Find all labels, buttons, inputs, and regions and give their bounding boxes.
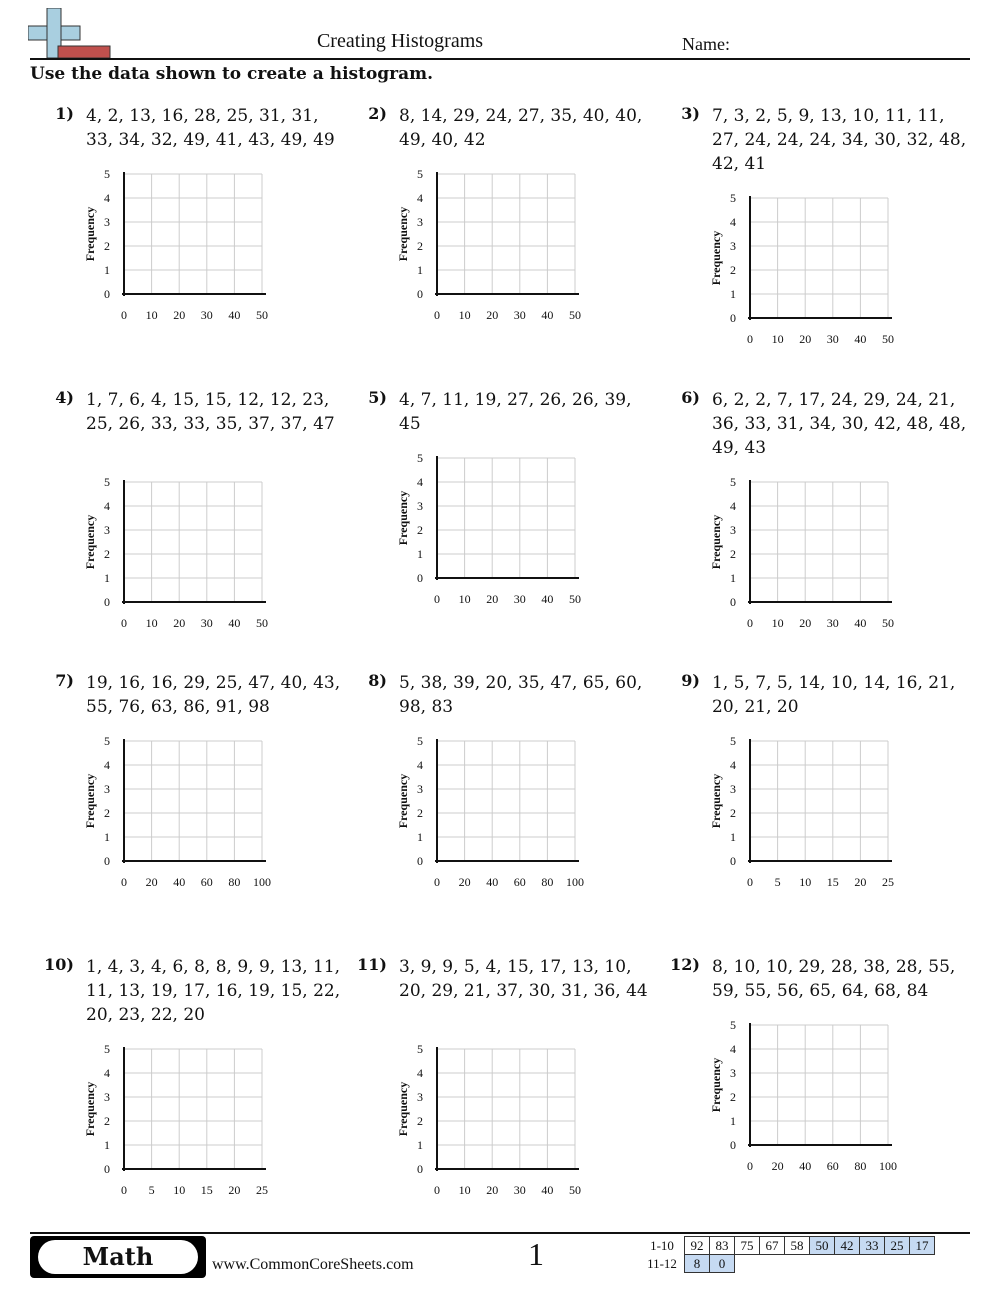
problem-number: 2) [368, 104, 387, 123]
y-tick-label: 0 [730, 854, 736, 868]
problem-data: 19, 16, 16, 29, 25, 47, 40, 43, 55, 76, 63, 86, 91, 98 [86, 673, 341, 717]
x-tick-label: 0 [434, 1183, 440, 1197]
instructions: Use the data shown to create a histogram. [30, 64, 434, 84]
problem-data: 8, 10, 10, 29, 28, 38, 28, 55, 59, 55, 56, 65, 64, 68, 84 [712, 957, 956, 1001]
y-axis-label: Frequency [709, 514, 723, 570]
score-key-cell: 25 [885, 1237, 910, 1255]
x-tick-label: 40 [541, 308, 554, 322]
x-tick-label: 20 [173, 308, 186, 322]
x-tick-label: 40 [854, 332, 867, 346]
x-tick-label: 0 [747, 1159, 753, 1173]
score-key [640, 1236, 935, 1273]
x-tick-label: 25 [882, 875, 894, 889]
y-axis-label: Frequency [396, 1081, 410, 1137]
y-tick-label: 3 [730, 239, 736, 253]
histogram-grid[interactable] [355, 450, 655, 615]
problem-number: 10) [44, 955, 74, 974]
x-tick-label: 10 [173, 1183, 186, 1197]
y-tick-label: 2 [730, 263, 736, 277]
y-tick-label: 3 [417, 499, 423, 513]
histogram-grid[interactable] [42, 733, 342, 898]
x-tick-label: 20 [799, 616, 812, 630]
x-tick-label: 50 [882, 616, 894, 630]
histogram-grid[interactable] [355, 166, 655, 331]
x-tick-label: 0 [434, 592, 440, 606]
y-tick-label: 0 [417, 571, 423, 585]
y-tick-label: 3 [417, 782, 423, 796]
y-tick-label: 0 [104, 854, 110, 868]
x-tick-label: 80 [541, 875, 554, 889]
y-tick-label: 1 [730, 287, 736, 301]
x-tick-label: 80 [228, 875, 241, 889]
x-tick-label: 0 [121, 1183, 127, 1197]
x-tick-label: 40 [228, 616, 241, 630]
x-tick-label: 10 [458, 1183, 471, 1197]
problem-data: 5, 38, 39, 20, 35, 47, 65, 60, 98, 83 [399, 673, 643, 717]
problem-number: 11) [357, 955, 387, 974]
y-tick-label: 4 [417, 1066, 423, 1080]
y-tick-label: 1 [417, 547, 423, 561]
y-tick-label: 1 [730, 830, 736, 844]
x-tick-label: 30 [513, 308, 526, 322]
problem-number: 12) [670, 955, 700, 974]
x-tick-label: 80 [854, 1159, 867, 1173]
x-tick-label: 30 [826, 332, 839, 346]
x-tick-label: 50 [256, 616, 268, 630]
x-tick-label: 20 [173, 616, 186, 630]
y-axis-label: Frequency [396, 773, 410, 829]
y-tick-label: 2 [104, 1114, 110, 1128]
x-tick-label: 20 [486, 1183, 499, 1197]
y-tick-label: 4 [730, 1042, 736, 1056]
x-tick-label: 5 [774, 875, 781, 889]
y-tick-label: 5 [104, 734, 110, 748]
problem-number: 5) [368, 388, 387, 407]
x-tick-label: 15 [826, 875, 839, 889]
problem-data: 8, 14, 29, 24, 27, 35, 40, 40, 49, 40, 42 [399, 106, 643, 150]
score-key-cell: 67 [760, 1237, 785, 1255]
problem-number: 6) [681, 388, 700, 407]
y-tick-label: 5 [730, 191, 736, 205]
y-tick-label: 1 [417, 1138, 423, 1152]
x-tick-label: 0 [747, 875, 753, 889]
score-key-range: 11-12 [647, 1255, 677, 1271]
problem-number: 8) [368, 671, 387, 690]
y-tick-label: 3 [730, 523, 736, 537]
x-tick-label: 100 [879, 1159, 897, 1173]
x-tick-label: 10 [145, 616, 158, 630]
x-tick-label: 0 [121, 308, 127, 322]
x-tick-label: 30 [200, 308, 213, 322]
histogram-grid[interactable] [668, 1017, 968, 1182]
y-tick-label: 3 [104, 1090, 110, 1104]
score-key-empty [835, 1255, 860, 1273]
y-tick-label: 5 [730, 734, 736, 748]
y-axis-label: Frequency [83, 773, 97, 829]
score-key-row [640, 1255, 935, 1273]
x-tick-label: 40 [854, 616, 867, 630]
y-tick-label: 3 [417, 215, 423, 229]
y-axis-label: Frequency [709, 230, 723, 286]
x-tick-label: 20 [799, 332, 812, 346]
y-tick-label: 2 [417, 806, 423, 820]
y-tick-label: 5 [730, 1018, 736, 1032]
y-tick-label: 2 [417, 239, 423, 253]
score-key-cell: 17 [910, 1237, 935, 1255]
y-axis-label: Frequency [396, 490, 410, 546]
y-tick-label: 1 [104, 263, 110, 277]
score-key-empty [735, 1255, 760, 1273]
histogram-grid[interactable] [668, 733, 968, 898]
x-tick-label: 40 [486, 875, 499, 889]
problem-data: 3, 9, 9, 5, 4, 15, 17, 13, 10, 20, 29, 21, 37, 30, 31, 36, 44 [399, 957, 648, 1001]
x-tick-label: 60 [200, 875, 213, 889]
histogram-grid[interactable] [355, 1041, 655, 1206]
y-tick-label: 5 [417, 451, 423, 465]
problem-number: 7) [55, 671, 74, 690]
x-tick-label: 40 [228, 308, 241, 322]
x-tick-label: 60 [513, 875, 526, 889]
x-tick-label: 10 [145, 308, 158, 322]
x-tick-label: 10 [458, 308, 471, 322]
y-tick-label: 3 [104, 215, 110, 229]
problem-number: 1) [55, 104, 74, 123]
y-tick-label: 0 [730, 311, 736, 325]
y-tick-label: 2 [104, 239, 110, 253]
x-tick-label: 50 [569, 308, 581, 322]
x-tick-label: 50 [569, 1183, 581, 1197]
x-tick-label: 10 [458, 592, 471, 606]
website-link[interactable]: www.CommonCoreSheets.com [212, 1256, 414, 1273]
y-axis-label: Frequency [83, 514, 97, 570]
y-tick-label: 1 [417, 263, 423, 277]
histogram-grid[interactable] [668, 190, 968, 355]
y-axis-label: Frequency [83, 1081, 97, 1137]
score-key-row [640, 1237, 935, 1255]
x-tick-label: 5 [148, 1183, 155, 1197]
problem-data: 1, 7, 6, 4, 15, 15, 12, 12, 23, 25, 26, 33, 33, 35, 37, 37, 47 [86, 390, 335, 434]
score-key-cell: 8 [685, 1255, 710, 1273]
y-tick-label: 0 [104, 287, 110, 301]
x-tick-label: 25 [256, 1183, 268, 1197]
x-tick-label: 40 [799, 1159, 812, 1173]
x-tick-label: 20 [145, 875, 158, 889]
y-tick-label: 3 [104, 523, 110, 537]
y-axis-label: Frequency [709, 1057, 723, 1113]
x-tick-label: 10 [799, 875, 812, 889]
y-tick-label: 5 [417, 1042, 423, 1056]
x-tick-label: 10 [771, 332, 784, 346]
x-tick-label: 30 [513, 592, 526, 606]
x-tick-label: 50 [882, 332, 894, 346]
x-tick-label: 0 [434, 875, 440, 889]
x-tick-label: 15 [200, 1183, 213, 1197]
y-tick-label: 4 [104, 1066, 110, 1080]
problem-data: 6, 2, 2, 7, 17, 24, 29, 24, 21, 36, 33, 31, 34, 30, 42, 48, 48, 49, 43 [712, 390, 967, 458]
y-tick-label: 4 [104, 191, 110, 205]
x-tick-label: 100 [253, 875, 271, 889]
y-tick-label: 5 [417, 734, 423, 748]
y-tick-label: 1 [417, 830, 423, 844]
y-tick-label: 1 [104, 1138, 110, 1152]
score-key-empty [860, 1255, 885, 1273]
histogram-grid[interactable] [668, 474, 968, 639]
score-key-cell: 0 [710, 1255, 735, 1273]
y-tick-label: 0 [104, 1162, 110, 1176]
y-tick-label: 5 [417, 167, 423, 181]
subject-label: Math [38, 1240, 198, 1274]
x-tick-label: 30 [200, 616, 213, 630]
y-tick-label: 5 [730, 475, 736, 489]
x-tick-label: 100 [566, 875, 584, 889]
x-tick-label: 10 [771, 616, 784, 630]
y-tick-label: 0 [417, 287, 423, 301]
y-tick-label: 3 [730, 1066, 736, 1080]
y-tick-label: 4 [104, 758, 110, 772]
x-tick-label: 40 [173, 875, 186, 889]
x-tick-label: 0 [121, 616, 127, 630]
y-tick-label: 4 [417, 191, 423, 205]
y-tick-label: 2 [417, 1114, 423, 1128]
y-tick-label: 4 [104, 499, 110, 513]
y-axis-label: Frequency [396, 206, 410, 262]
problem-number: 3) [681, 104, 700, 123]
y-tick-label: 3 [104, 782, 110, 796]
y-tick-label: 4 [730, 758, 736, 772]
score-key-empty [785, 1255, 810, 1273]
y-tick-label: 2 [730, 1090, 736, 1104]
score-key-cell: 58 [785, 1237, 810, 1255]
y-tick-label: 2 [730, 806, 736, 820]
x-tick-label: 30 [513, 1183, 526, 1197]
x-tick-label: 0 [747, 616, 753, 630]
x-tick-label: 20 [458, 875, 471, 889]
page-number: 1 [528, 1236, 544, 1272]
x-tick-label: 20 [486, 308, 499, 322]
y-tick-label: 4 [730, 499, 736, 513]
y-tick-label: 1 [730, 571, 736, 585]
y-tick-label: 3 [730, 782, 736, 796]
y-axis-label: Frequency [83, 206, 97, 262]
y-tick-label: 0 [730, 1138, 736, 1152]
y-tick-label: 4 [730, 215, 736, 229]
y-tick-label: 2 [730, 547, 736, 561]
header-divider [30, 58, 970, 60]
y-tick-label: 4 [417, 475, 423, 489]
y-tick-label: 1 [730, 1114, 736, 1128]
x-tick-label: 50 [569, 592, 581, 606]
name-label: Name: [682, 34, 730, 54]
page-title: Creating Histograms [316, 30, 484, 52]
y-tick-label: 1 [104, 830, 110, 844]
problem-number: 9) [681, 671, 700, 690]
score-key-empty [810, 1255, 835, 1273]
x-tick-label: 30 [826, 616, 839, 630]
score-key-empty [885, 1255, 910, 1273]
problem-data: 1, 5, 7, 5, 14, 10, 14, 16, 21, 20, 21, 20 [712, 673, 956, 717]
y-tick-label: 0 [417, 854, 423, 868]
x-tick-label: 0 [434, 308, 440, 322]
x-tick-label: 50 [256, 308, 268, 322]
problem-data: 4, 7, 11, 19, 27, 26, 26, 39, 45 [399, 390, 632, 434]
x-tick-label: 20 [228, 1183, 241, 1197]
y-tick-label: 5 [104, 1042, 110, 1056]
y-tick-label: 5 [104, 167, 110, 181]
y-tick-label: 4 [417, 758, 423, 772]
x-tick-label: 40 [541, 1183, 554, 1197]
y-tick-label: 2 [417, 523, 423, 537]
y-tick-label: 0 [417, 1162, 423, 1176]
score-key-cell: 92 [685, 1237, 710, 1255]
y-tick-label: 2 [104, 806, 110, 820]
score-key-cell: 75 [735, 1237, 760, 1255]
y-tick-label: 0 [104, 595, 110, 609]
y-tick-label: 3 [417, 1090, 423, 1104]
histogram-grid[interactable] [355, 733, 655, 898]
x-tick-label: 20 [771, 1159, 784, 1173]
histogram-grid[interactable] [42, 474, 342, 639]
x-tick-label: 0 [747, 332, 753, 346]
score-key-cell: 33 [860, 1237, 885, 1255]
footer-divider [30, 1232, 970, 1234]
x-tick-label: 20 [486, 592, 499, 606]
histogram-grid[interactable] [42, 1041, 342, 1206]
y-tick-label: 5 [104, 475, 110, 489]
y-tick-label: 0 [730, 595, 736, 609]
problem-data: 4, 2, 13, 16, 28, 25, 31, 31, 33, 34, 32, 49, 41, 43, 49, 49 [86, 106, 335, 150]
score-key-cell: 42 [835, 1237, 860, 1255]
y-tick-label: 1 [104, 571, 110, 585]
score-key-cell: 50 [810, 1237, 835, 1255]
y-tick-label: 2 [104, 547, 110, 561]
histogram-grid[interactable] [42, 166, 342, 331]
y-axis-label: Frequency [709, 773, 723, 829]
x-tick-label: 20 [854, 875, 867, 889]
problem-data: 1, 4, 3, 4, 6, 8, 8, 9, 9, 13, 11, 11, 13, 19, 17, 16, 19, 15, 22, 20, 23, 22, 20 [86, 957, 341, 1025]
score-key-empty [760, 1255, 785, 1273]
problem-data: 7, 3, 2, 5, 9, 13, 10, 11, 11, 27, 24, 24, 24, 34, 30, 32, 48, 42, 41 [712, 106, 967, 174]
x-tick-label: 60 [826, 1159, 839, 1173]
x-tick-label: 0 [121, 875, 127, 889]
score-key-cell: 83 [710, 1237, 735, 1255]
problem-number: 4) [55, 388, 74, 407]
x-tick-label: 40 [541, 592, 554, 606]
score-key-empty [910, 1255, 935, 1273]
score-key-range: 1-10 [650, 1237, 674, 1253]
